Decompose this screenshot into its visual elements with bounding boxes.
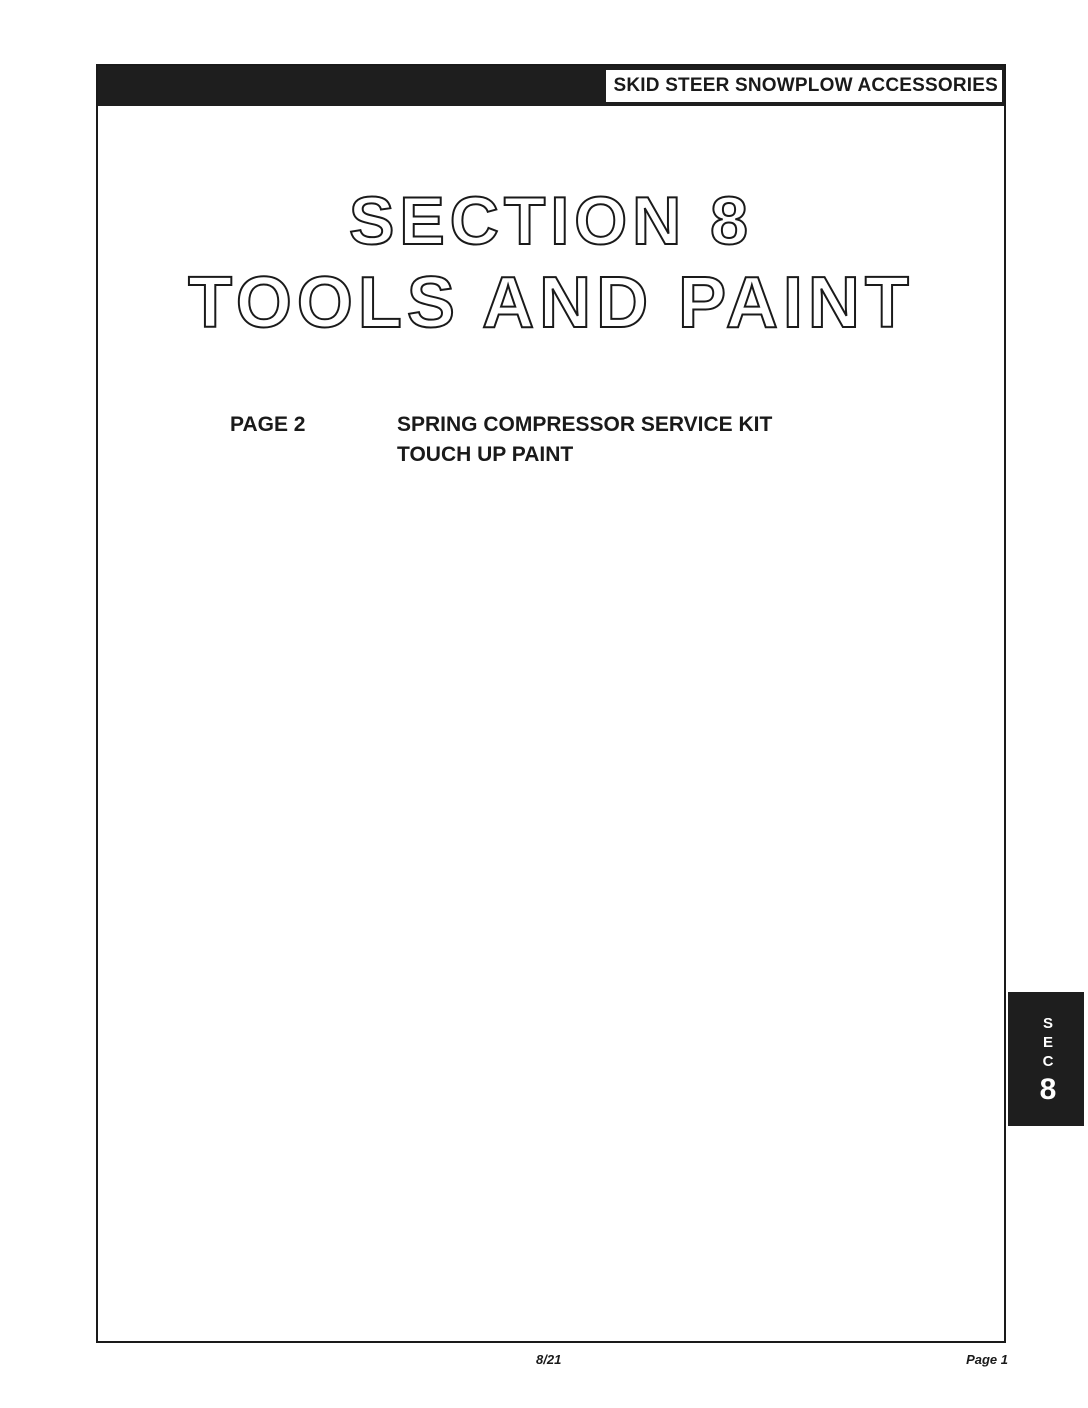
toc-items: [397, 410, 772, 470]
section-subtitle: TOOLS AND PAINT: [188, 263, 914, 343]
section-tab: [1008, 992, 1084, 1126]
toc-item: TOUCH UP PAINT: [397, 443, 574, 466]
footer-date: 8/21: [536, 1352, 562, 1367]
page-frame: [96, 64, 1006, 1343]
section-tab-letter: C: [1042, 1053, 1054, 1070]
section-title: SECTION 8: [349, 183, 753, 259]
header-bar: [98, 66, 1004, 106]
section-tab-letter: E: [1042, 1034, 1053, 1051]
toc-item: SPRING COMPRESSOR SERVICE KIT: [397, 413, 773, 436]
toc-page-label: PAGE 2: [230, 413, 306, 436]
header-label: SKID STEER SNOWPLOW ACCESSORIES: [606, 70, 1002, 102]
footer-page-number: Page 1: [966, 1352, 1008, 1367]
section-tab-letter: S: [1042, 1015, 1053, 1032]
section-tab-number: 8: [1039, 1073, 1057, 1106]
